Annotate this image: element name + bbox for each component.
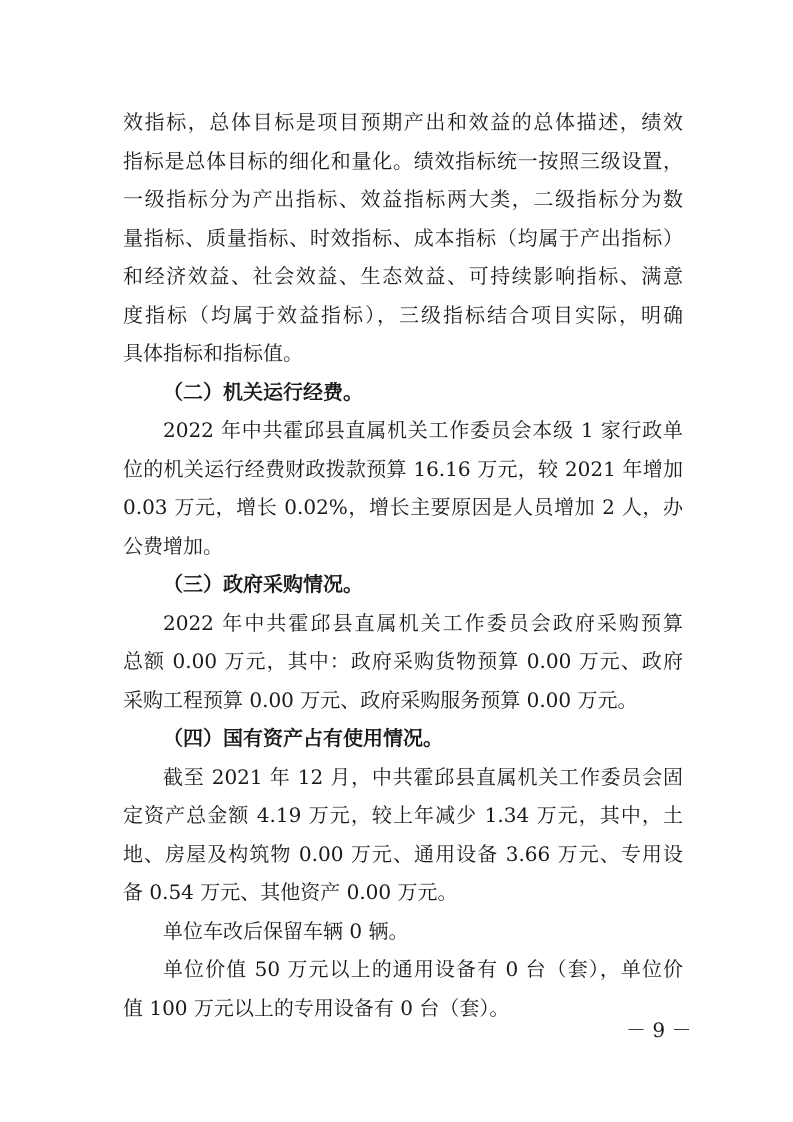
- text-line: 和经济效益、社会效益、生态效益、可持续影响指标、满意: [123, 264, 683, 288]
- paragraph-first-line: 截至 2021 年 12 月，中共霍邱县直属机关工作委员会固: [163, 764, 683, 789]
- paragraph-single-line: 单位车改后保留车辆 0 辆。: [163, 918, 409, 943]
- section-heading: （四）国有资产占有使用情况。: [163, 726, 443, 750]
- page-number: － 9 －: [626, 1018, 692, 1042]
- paragraph-last-line: 公费增加。: [123, 533, 223, 558]
- paragraph-first-line: 2022 年中共霍邱县直属机关工作委员会本级 1 家行政单: [163, 418, 683, 442]
- text-line: 地、房屋及构筑物 0.00 万元、通用设备 3.66 万元、专用设: [123, 841, 683, 866]
- section-heading: （二）机关运行经费。: [163, 379, 363, 404]
- paragraph-last-line: 值 100 万元以上的专用设备有 0 台（套）。: [123, 995, 510, 1020]
- text-line: 0.03 万元，增长 0.02%，增长主要原因是人员增加 2 人，办: [123, 495, 683, 519]
- paragraph-last-line: 具体指标和指标值。: [123, 341, 303, 365]
- text-line: 位的机关运行经费财政拨款预算 16.16 万元，较 2021 年增加: [123, 456, 683, 481]
- text-line: 一级指标分为产出指标、效益指标两大类，二级指标分为数: [123, 187, 683, 211]
- text-line: 总额 0.00 万元，其中：政府采购货物预算 0.00 万元、政府: [123, 649, 683, 673]
- paragraph-first-line: 2022 年中共霍邱县直属机关工作委员会政府采购预算: [163, 610, 683, 635]
- text-line: 量指标、质量指标、时效指标、成本指标（均属于产出指标）: [123, 225, 683, 250]
- text-line: 度指标（均属于效益指标），三级指标结合项目实际，明确: [123, 302, 683, 327]
- paragraph-first-line: 单位价值 50 万元以上的通用设备有 0 台（套），单位价: [163, 957, 683, 981]
- paragraph-last-line: 采购工程预算 0.00 万元、政府采购服务预算 0.00 万元。: [123, 687, 638, 712]
- text-line: 效指标，总体目标是项目预期产出和效益的总体描述，绩效: [123, 110, 683, 134]
- paragraph-last-line: 备 0.54 万元、其他资产 0.00 万元。: [123, 880, 458, 904]
- document-body: [123, 103, 683, 1027]
- text-line: 指标是总体目标的细化和量化。绩效指标统一按照三级设置，: [123, 148, 683, 173]
- section-heading: （三）政府采购情况。: [163, 572, 363, 596]
- text-line: 定资产总金额 4.19 万元，较上年减少 1.34 万元，其中，土: [123, 803, 683, 827]
